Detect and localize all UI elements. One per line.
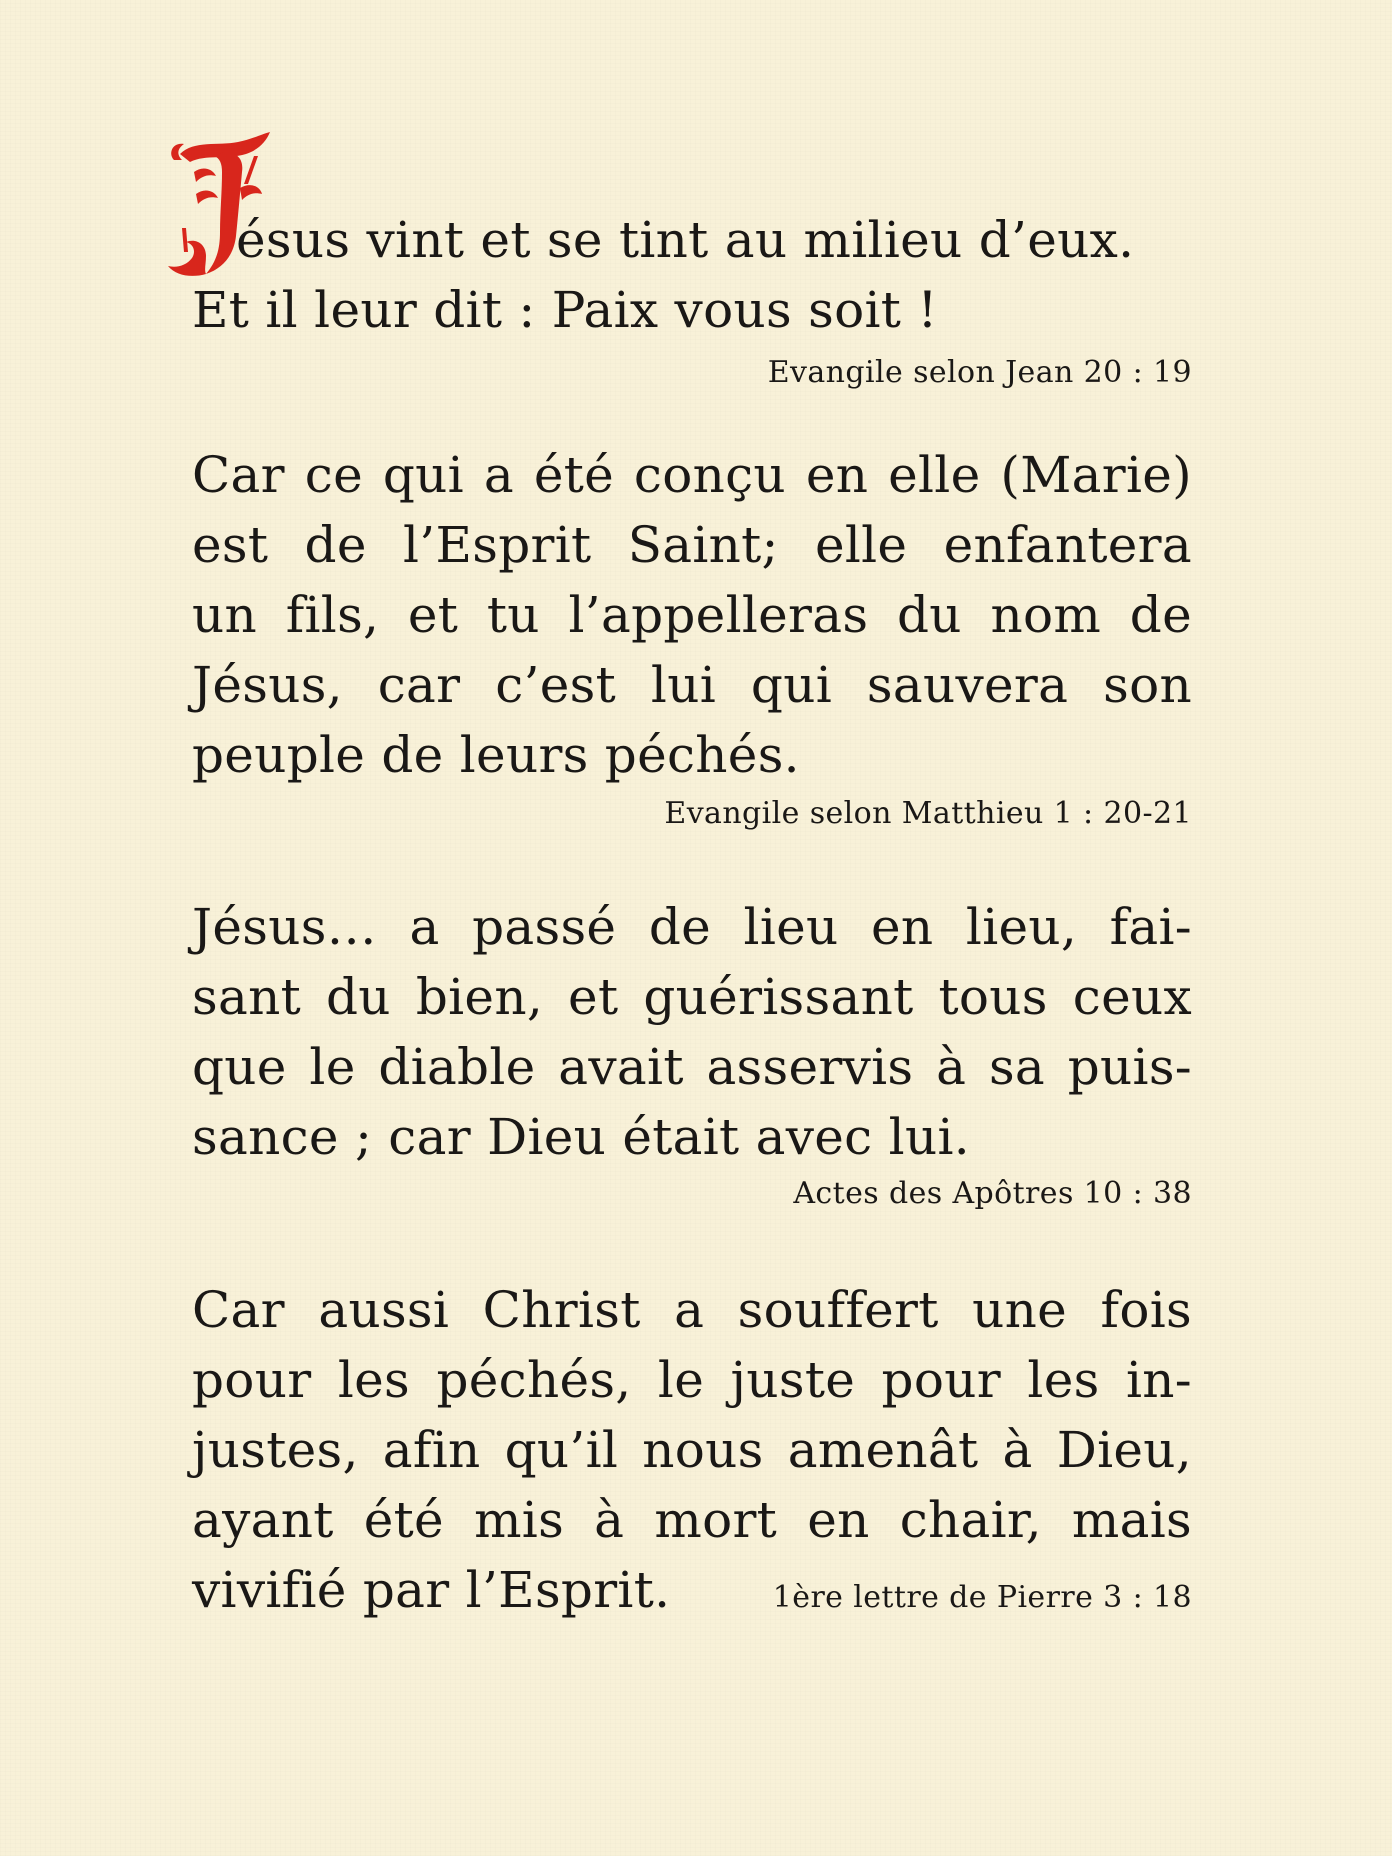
final-line-row [192, 1555, 1192, 1625]
verse-line: peuple de leurs péchés. [192, 726, 800, 784]
verse-line: sance ; car Dieu était avec lui. [192, 1108, 970, 1166]
verse-line: pour les péchés, le juste pour les in- [192, 1351, 1192, 1409]
scripture-reference: Evangile selon Matthieu 1 : 20-21 [664, 796, 1192, 831]
passage-1 [192, 205, 1192, 393]
verse-line: vivifié par l’Esprit. [192, 1561, 671, 1619]
verse-line: justes, afin qu’il nous amenât à Dieu, [192, 1421, 1192, 1479]
scripture-reference: Actes des Apôtres 10 : 38 [793, 1176, 1192, 1211]
verse-line: sant du bien, et guérissant tous ceux [192, 968, 1192, 1026]
passage-3 [192, 892, 1192, 1214]
verse-line: Et il leur dit : Paix vous soit ! [192, 281, 938, 339]
verse-line: Car ce qui a été conçu en elle (Marie) [192, 446, 1192, 504]
verse-line: un fils, et tu l’appelleras du nom de [192, 586, 1192, 644]
verse-line: est de l’Esprit Saint; elle enfantera [192, 516, 1192, 574]
passage-4 [192, 1275, 1192, 1625]
verse-line: Car aussi Christ a souffert une fois [192, 1281, 1192, 1339]
verse-line: Jésus, car c’est lui qui sauvera son [192, 656, 1192, 714]
scripture-reference: 1ère lettre de Pierre 3 : 18 [772, 1580, 1192, 1615]
passage-2 [192, 440, 1192, 834]
verse-line: ésus vint et se tint au milieu d’eux. [236, 211, 1135, 269]
verse-line: Jésus… a passé de lieu en lieu, fai- [192, 898, 1192, 956]
verse-line: que le diable avait asservis à sa puis- [192, 1038, 1192, 1096]
scripture-reference: Evangile selon Jean 20 : 19 [767, 355, 1192, 390]
verse-line: ayant été mis à mort en chair, mais [192, 1491, 1192, 1549]
